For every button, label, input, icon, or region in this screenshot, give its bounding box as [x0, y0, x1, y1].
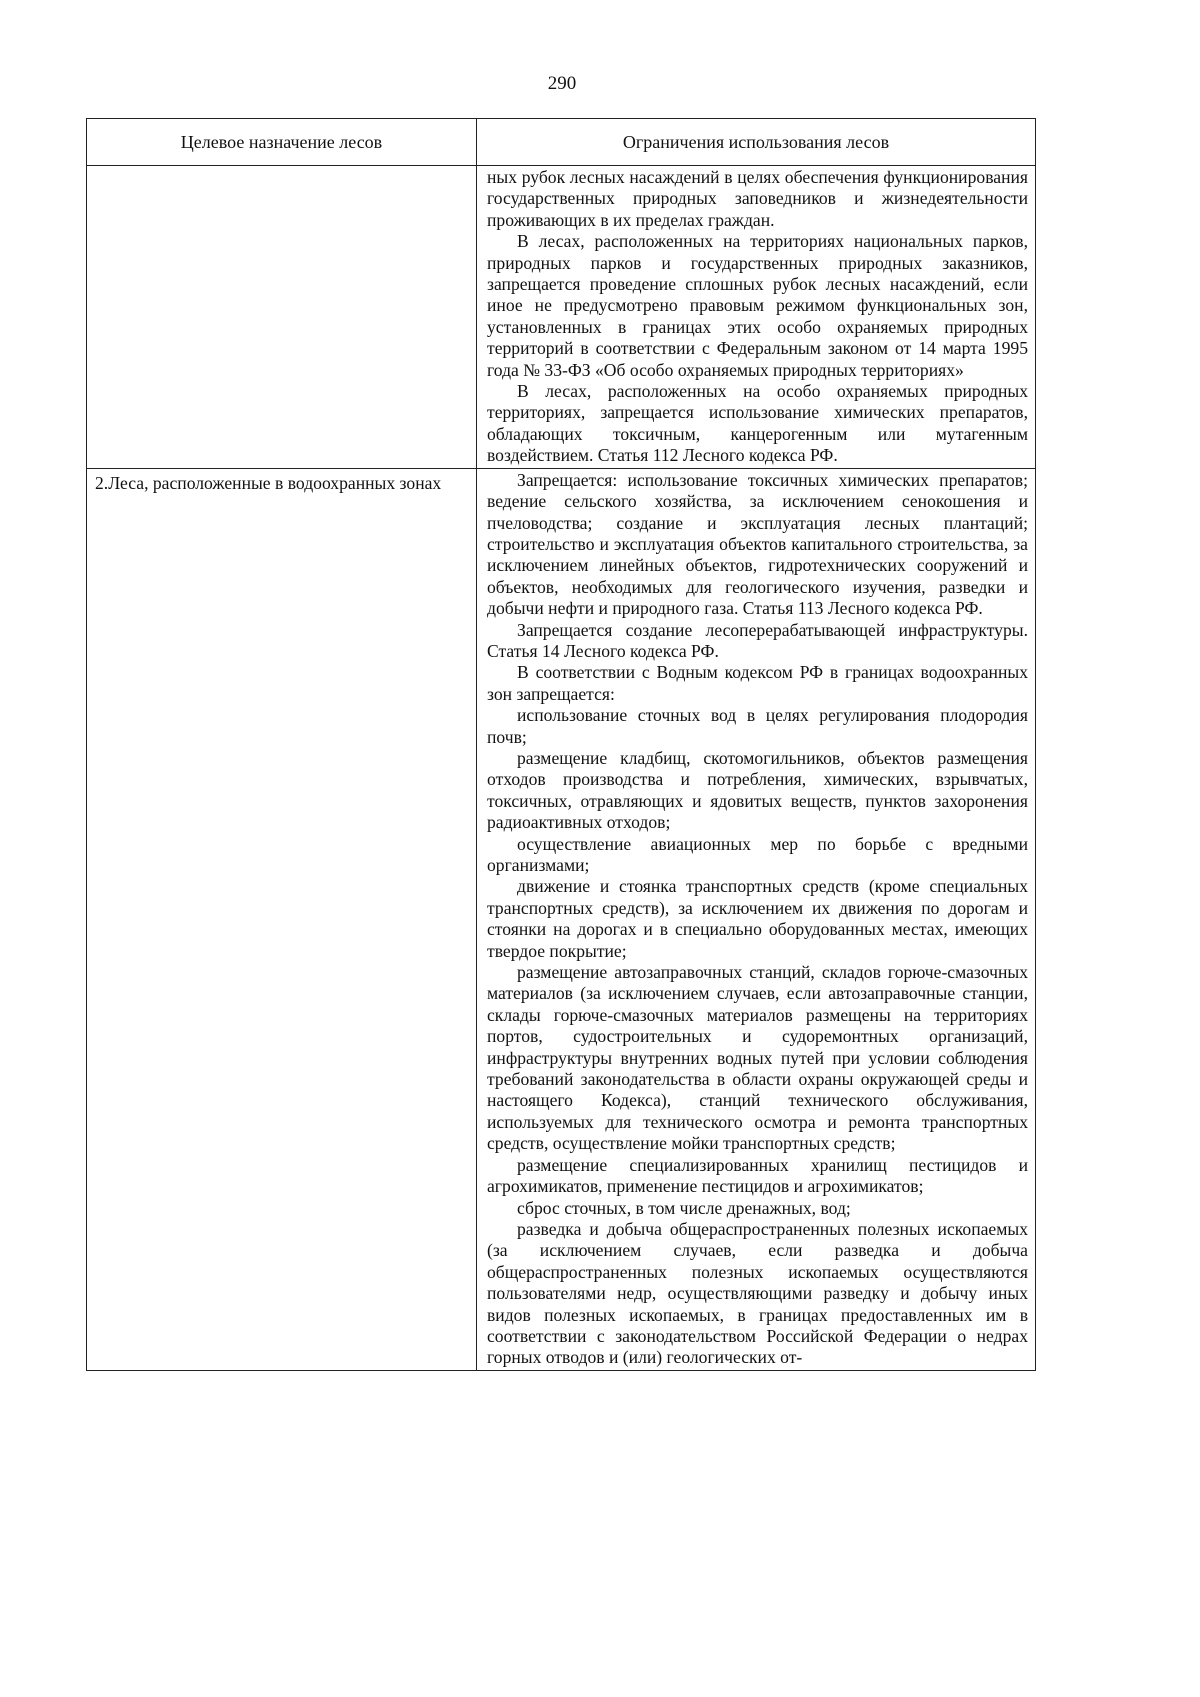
list-item: размещение автозаправочных станций, складов горюче-смазочных материалов (за исключением случаев, если автозаправочные станции, склады горюче-смазочных материалов размещены на территориях портов, судостроительных и судоремонтных организаций, инфраструктуры внутренних водных путей при условии соблюдения требований законодательства в области охраны окружающей среды и настоящего Кодекса), станций технического обслуживания, используемых для технического осмотра и ремонта транспортных средств, осуществление мойки транспортных средств;	[487, 962, 1028, 1154]
list-item: сброс сточных, в том числе дренажных, вод;	[517, 1197, 851, 1218]
table-row	[87, 166, 1036, 469]
table-row	[87, 468, 1036, 1370]
paragraph: В лесах, расположенных на территориях национальных парков, природных парков и государственных природных заказников, запрещается проведение сплошных рубок лесных насаждений, если иное не предусмотрено правовым режимом функциональных зон, установленных в границах этих особо охраняемых природных территорий в соответствии с Федеральным законом от 14 марта 1995 года № 33-ФЗ «Об особо охраняемых природных территориях»	[487, 231, 1028, 380]
column-header-restrictions: Ограничения использования лесов	[477, 119, 1036, 166]
restrictions-cell	[477, 468, 1036, 1370]
list-item: осуществление авиационных мер по борьбе с вредными организмами;	[487, 833, 1028, 875]
list-item: движение и стоянка транспортных средств (кроме специальных транспортных средств), за исключением их движения по дорогам и стоянки на дорогах и в специально оборудованных местах, имеющих твердое покрытие;	[487, 876, 1028, 961]
page-number: 290	[547, 73, 577, 94]
paragraph: В лесах, расположенных на особо охраняемых природных территориях, запрещается использование химических препаратов, обладающих токсичным, канцерогенным или мутагенным воздействием. Статья 112 Лесного кодекса РФ.	[487, 381, 1028, 466]
list-item: использование сточных вод в целях регулирования плодородия почв;	[487, 705, 1028, 747]
restrictions-cell	[477, 166, 1036, 469]
paragraph: В соответствии с Водным кодексом РФ в границах водоохранных зон запрещается:	[487, 662, 1028, 704]
paragraph: Запрещается создание лесоперерабатывающей инфраструктуры. Статья 14 Лесного кодекса РФ.	[487, 619, 1028, 661]
forest-restrictions-table	[86, 118, 1036, 1371]
list-item: размещение специализированных хранилищ пестицидов и агрохимикатов, применение пестицидов и агрохимикатов;	[487, 1154, 1028, 1197]
table-header-row	[87, 119, 1036, 166]
list-item: разведка и добыча общераспространенных полезных ископаемых (за исключением случаев, если разведка и добыча общераспространенных полезных ископаемых осуществляются пользователями недр, осуществляющими разведку и добычу иных видов полезных ископаемых, в границах предоставленных им в соответствии с законодательством Российской Федерации о недрах горных отводов и (или) геологических от-	[487, 1218, 1028, 1368]
purpose-cell	[87, 166, 477, 469]
paragraph: ных рубок лесных насаждений в целях обеспечения функционирования государственных природных заповедников и жизнедеятельности проживающих в их пределах граждан.	[487, 167, 1028, 230]
paragraph: Запрещается: использование токсичных химических препаратов; ведение сельского хозяйства, за исключением сенокошения и пчеловодства; создание и эксплуатация лесных плантаций; строительство и эксплуатация объектов капитального строительства, за исключением линейных объектов, гидротехнических сооружений и объектов, необходимых для геологического изучения, разведки и добычи нефти и природного газа. Статья 113 Лесного кодекса РФ.	[487, 469, 1028, 619]
column-header-purpose: Целевое назначение лесов	[87, 119, 477, 166]
purpose-cell: 2.Леса, расположенные в водоохранных зонах	[87, 468, 477, 1370]
list-item: размещение кладбищ, скотомогильников, объектов размещения отходов производства и потребления, химических, взрывчатых, токсичных, отравляющих и ядовитых веществ, пунктов захоронения радиоактивных отходов;	[487, 747, 1028, 833]
